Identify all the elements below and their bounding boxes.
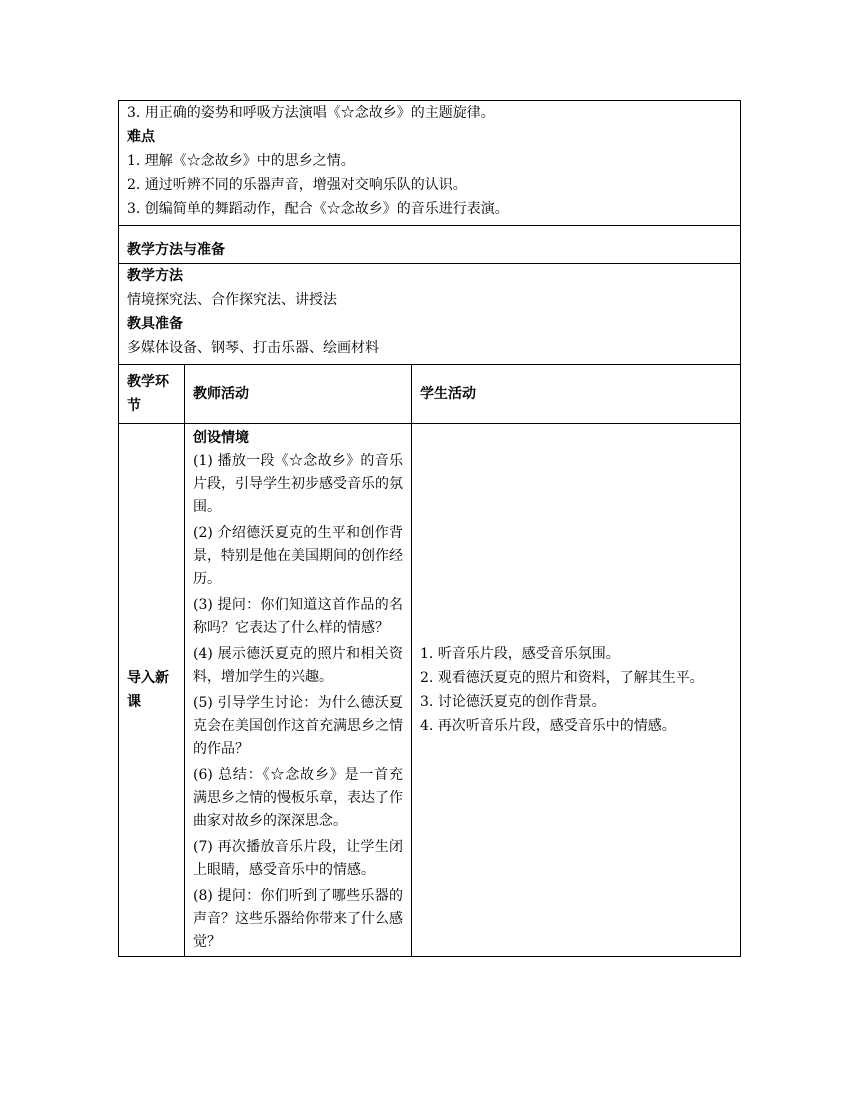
list-item: (2) 介绍德沃夏克的生平和创作背景，特别是他在美国期间的创作经历。 bbox=[193, 525, 403, 587]
lesson-plan-table bbox=[118, 100, 741, 957]
methods-content-cell bbox=[119, 264, 741, 365]
teacher-heading: 创设情境 bbox=[193, 430, 249, 446]
table-row bbox=[119, 424, 741, 957]
list-item: (6) 总结：《☆念故乡》是一首充满思乡之情的慢板乐章，表达了作曲家对故乡的深深思念。 bbox=[193, 767, 403, 829]
list-item: 4. 再次听音乐片段，感受音乐中的情感。 bbox=[420, 718, 676, 734]
difficulty-item-3: 3. 创编简单的舞蹈动作，配合《☆念故乡》的音乐进行表演。 bbox=[127, 201, 509, 217]
header-student: 学生活动 bbox=[412, 365, 741, 424]
method-text: 情境探究法、合作探究法、讲授法 bbox=[127, 292, 337, 308]
list-item: 1. 听音乐片段，感受音乐氛围。 bbox=[420, 646, 620, 662]
list-item: (1) 播放一段《☆念故乡》的音乐片段，引导学生初步感受音乐的氛围。 bbox=[193, 453, 403, 515]
teacher-activity-cell bbox=[185, 424, 412, 957]
activity-header-row bbox=[119, 365, 741, 424]
methods-content-row bbox=[119, 264, 741, 365]
header-teacher: 教师活动 bbox=[185, 365, 412, 424]
list-item: 3. 讨论德沃夏克的创作背景。 bbox=[420, 694, 606, 710]
tools-heading: 教具准备 bbox=[127, 316, 183, 332]
list-item: (8) 提问：你们听到了哪些乐器的声音？这些乐器给你带来了什么感觉？ bbox=[193, 888, 403, 950]
difficulty-item-2: 2. 通过听辨不同的乐器声音，增强对交响乐队的认识。 bbox=[127, 177, 467, 193]
list-item: (4) 展示德沃夏克的照片和相关资料，增加学生的兴趣。 bbox=[193, 646, 403, 685]
list-item: 2. 观看德沃夏克的照片和资料，了解其生平。 bbox=[420, 670, 704, 686]
methods-section-title: 教学方法与准备 bbox=[119, 226, 741, 264]
methods-title-row bbox=[119, 226, 741, 264]
goal-line-3: 3. 用正确的姿势和呼吸方法演唱《☆念故乡》的主题旋律。 bbox=[127, 105, 495, 121]
difficulty-row bbox=[119, 101, 741, 226]
method-heading: 教学方法 bbox=[127, 268, 183, 284]
tools-text: 多媒体设备、钢琴、打击乐器、绘画材料 bbox=[127, 340, 379, 356]
list-item: (7) 再次播放音乐片段，让学生闭上眼睛，感受音乐中的情感。 bbox=[193, 839, 403, 878]
student-activity-cell bbox=[412, 424, 741, 957]
stage-cell: 导入新课 bbox=[119, 424, 185, 957]
difficulty-cell bbox=[119, 101, 741, 226]
difficulty-item-1: 1. 理解《☆念故乡》中的思乡之情。 bbox=[127, 153, 355, 169]
list-item: (3) 提问：你们知道这首作品的名称吗？它表达了什么样的情感？ bbox=[193, 597, 403, 636]
difficulty-heading: 难点 bbox=[127, 129, 155, 145]
list-item: (5) 引导学生讨论：为什么德沃夏克会在美国创作这首充满思乡之情的作品？ bbox=[193, 695, 403, 757]
lesson-plan-page bbox=[118, 100, 741, 957]
header-stage: 教学环节 bbox=[119, 365, 185, 424]
